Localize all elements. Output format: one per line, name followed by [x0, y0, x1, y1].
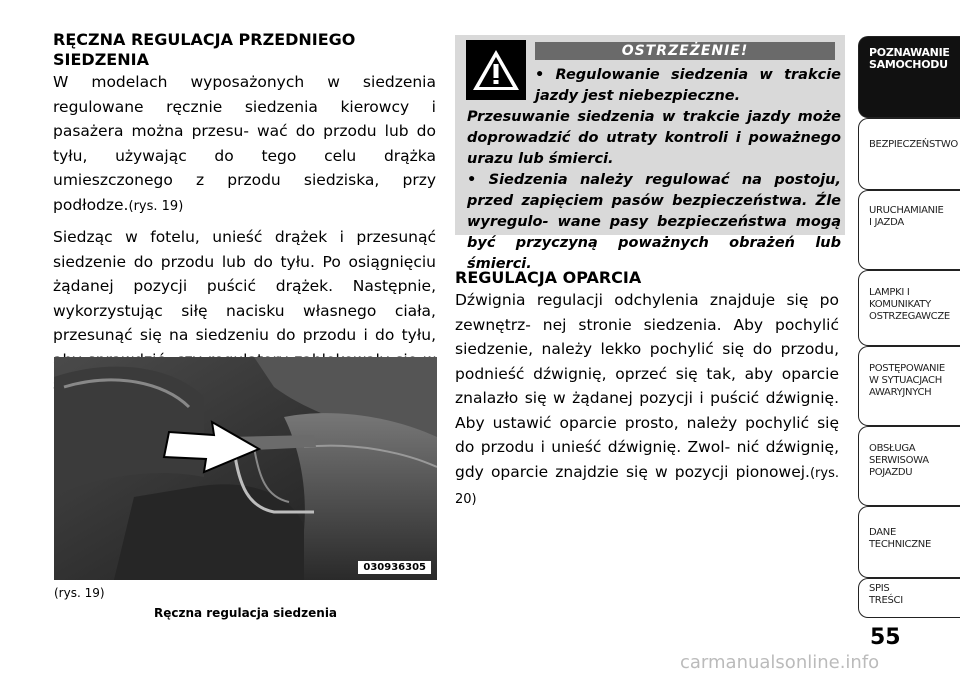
tab-starting-driving[interactable]	[858, 190, 960, 270]
tab-label-line: AWARYJNYCH	[869, 387, 932, 398]
tab-label-line: OSTRZEGAWCZE	[869, 311, 950, 322]
warning-box	[455, 35, 845, 272]
watermark-text: carmanualsonline.info	[680, 652, 880, 673]
section-heading-manual-seat: RĘCZNA REGULACJA PRZEDNIEGO SIEDZENIA	[53, 30, 356, 69]
tab-emergency[interactable]	[858, 346, 960, 426]
tab-label-line: BEZPIECZEŃSTWO	[869, 139, 958, 150]
tab-label-line: POZNAWANIE	[869, 46, 950, 59]
tab-label-line: W SYTUACJACH	[869, 375, 942, 386]
tab-label-line: SPIS	[869, 583, 890, 594]
tab-label-line: KOMUNIKATY	[869, 299, 931, 310]
tab-label-line: DANE	[869, 527, 896, 538]
tab-label-line: LAMPKI I	[869, 287, 910, 298]
seat-adjustment-photo	[54, 357, 437, 580]
figure-number: (rys. 19)	[54, 586, 105, 600]
tab-index[interactable]	[858, 578, 960, 618]
right-column	[455, 268, 839, 513]
paragraph-backrest	[455, 288, 839, 513]
warning-item-1-start: • Regulowanie siedzenia w trakcie jazdy jest niebezpieczne.	[535, 67, 841, 104]
warning-item-1-rest: Przesuwanie siedzenia w trakcie jazdy może doprowadzić do utraty kontroli i poważnego urazu lub śmierci.	[467, 109, 841, 167]
paragraph-backrest-text: Dźwignia regulacji odchylenia znajduje się po zewnętrz- nej stronie siedzenia. Aby pochylić siedzenie, należy lekko pochylić się do przodu, podnieść dźwignię, oprzeć się tak, aby oparcie znalazło się w żądanej pozycji i puścić dźwignię. Aby ustawić oparcie prosto, należy pochylić się do przodu i unieść dźwignię. Zwol- nić dźwignię, gdy oparcie znajdzie się w pozycji pionowej.	[455, 291, 839, 481]
left-column	[53, 30, 436, 397]
tab-label-line: TREŚCI	[869, 595, 903, 606]
warning-item-2: • Siedzenia należy regulować na postoju, przed zapięciem pasów bezpieczeństwa. Źle wyregulo- wane pasy bezpieczeństwa mogą być przyczyną poważnych obrażeń lub śmierci.	[467, 172, 841, 272]
tab-label-line: TECHNICZNE	[869, 539, 931, 550]
tab-getting-to-know-vehicle[interactable]	[858, 36, 960, 118]
figure-ref-19: (rys. 19)	[128, 198, 184, 214]
section-heading-backrest: REGULACJA OPARCIA	[455, 268, 642, 287]
tab-label-line: OBSŁUGA	[869, 443, 916, 454]
seat-photo-illustration	[54, 357, 437, 580]
figure-caption: Ręczna regulacja siedzenia	[153, 606, 338, 620]
tab-label-line: URUCHAMIANIE	[869, 205, 944, 216]
tab-warning-lights[interactable]	[858, 270, 960, 346]
tab-maintenance[interactable]	[858, 426, 960, 506]
tab-label-line: POJAZDU	[869, 467, 913, 478]
tab-safety[interactable]	[858, 118, 960, 190]
paragraph-seat-intro	[53, 70, 436, 219]
tab-label-line: I JAZDA	[869, 217, 904, 228]
tab-label-line: SERWISOWA	[869, 455, 929, 466]
warning-text	[467, 65, 841, 275]
warning-title: OSTRZEŻENIE!	[535, 42, 835, 60]
figure-code: 030936305	[358, 561, 431, 574]
figure-ref-20: (rys. 20)	[455, 465, 839, 507]
paragraph-seat-procedure: Siedząc w fotelu, unieść drążek i przesunąć siedzenie do przodu lub do tyłu. Po osiągnięciu żądanej pozycji puścić drążek. Następnie, wykorzystując siłę nacisku własnego ciała, przesunąć się na siedzeniu do przodu i do tyłu,	[53, 228, 436, 344]
paragraph-seat-intro-text: W modelach wyposażonych w siedzenia regulowane ręcznie siedzenia kierowcy i pasażera można przesu- wać do przodu lub do tyłu, używając do tego celu drążka umieszczonego z przodu siedziska, przy podłodze.	[53, 73, 436, 214]
tab-technical-data[interactable]	[858, 506, 960, 578]
page-number: 55	[870, 625, 901, 650]
tab-label-line: SAMOCHODU	[869, 58, 948, 71]
tab-label-line: POSTĘPOWANIE	[869, 363, 945, 374]
